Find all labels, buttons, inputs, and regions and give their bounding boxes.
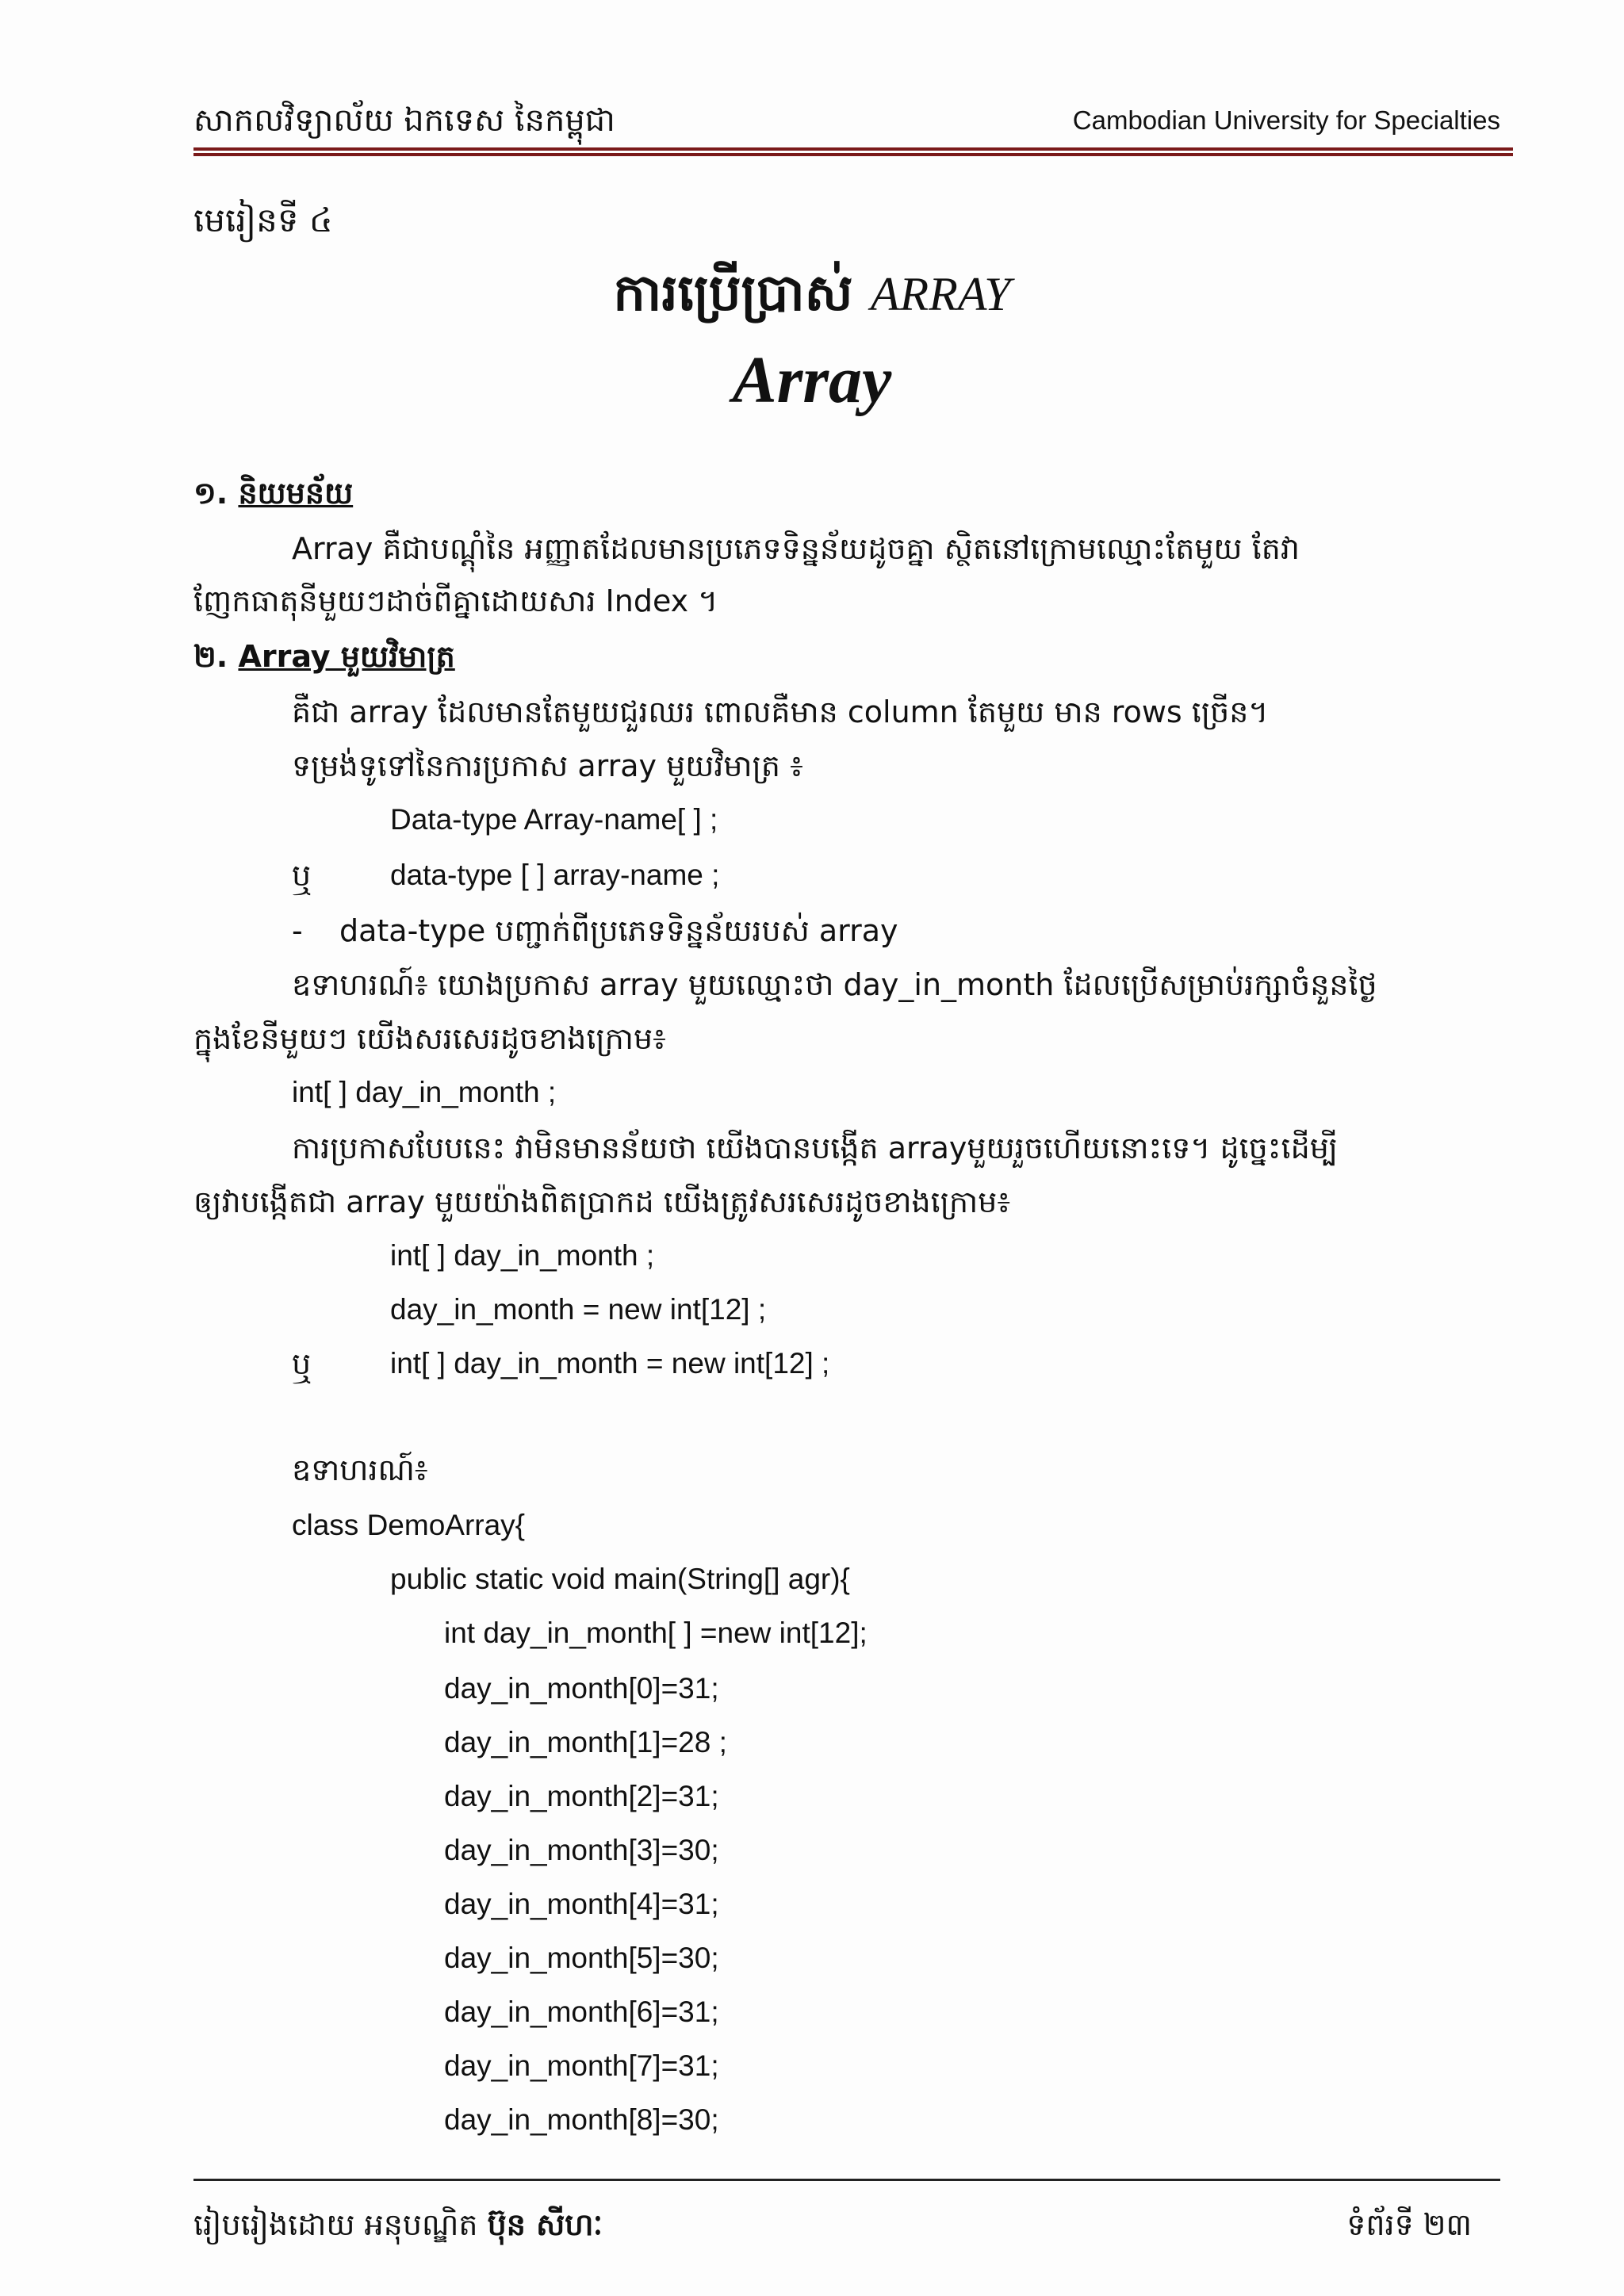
code-line: day_in_month[1]=28 ;: [444, 1726, 727, 1758]
code-line: day_in_month[2]=31;: [444, 1780, 719, 1812]
footer-prepared-by: រៀបរៀងដោយ អនុបណ្ឌិត: [193, 2207, 478, 2242]
example-line1: ឧទាហរណ៍៖ យោងប្រកាស array មួយឈ្មោះថា day_in_month ដែលប្រើសម្រាប់រក្សាចំនួនថ្ងៃ: [292, 967, 1377, 1002]
footer-page-number: ទំព័រទី ២៣: [1346, 2207, 1472, 2242]
section2-heading: [193, 634, 455, 679]
code-line: int day_in_month[ ] =new int[12];: [444, 1617, 868, 1649]
footer-divider: [193, 2179, 1500, 2181]
code-line: day_in_month[5]=30;: [444, 1942, 719, 1974]
section2-title: Array មួយវិមាត្រ: [238, 639, 455, 674]
code-line: day_in_month[7]=31;: [444, 2049, 719, 2082]
section1-number: ១.: [193, 476, 228, 511]
section1-paragraph-line1: Array គឺជាបណ្តុំនៃ អញ្ញាតដែលមានប្រភេទទិន្នន័យដូចគ្នា ស្ថិតនៅក្រោមឈ្មោះតែមួយ តែវា: [292, 531, 1300, 566]
example-line2: ក្នុងខែនីមួយៗ យើងសរសេរដូចខាងក្រោម៖: [193, 1021, 666, 1056]
syntax-line-2: data-type [ ] array-name ;: [390, 859, 720, 891]
page-title-en: Array: [732, 343, 892, 417]
header-divider: [193, 147, 1513, 156]
section2-line2: ទម្រង់ទូទៅនៃការប្រកាស array មួយវិមាត្រ ៖: [292, 748, 803, 783]
title-kh-text: ការប្រើប្រាស់: [613, 264, 853, 323]
bullet-dash: -: [292, 913, 303, 948]
or-label-1: ឬ: [292, 858, 312, 893]
code-a-line2: day_in_month = new int[12] ;: [390, 1293, 767, 1326]
section1-paragraph-line2: ញែកធាតុនីមួយៗដាច់ពីគ្នាដោយសារ Index ។: [193, 584, 718, 618]
lesson-number: មេរៀនទី ៤: [193, 201, 333, 239]
code-b-line: int[ ] day_in_month = new int[12] ;: [390, 1347, 830, 1380]
or-label-2: ឬ: [292, 1346, 312, 1381]
section2-line1: គឺជា array ដែលមានតែមួយជួរឈរ ពោលគឺមាន column តែមួយ មាន rows ច្រើន។: [292, 695, 1269, 729]
explain-line1: ការប្រកាសបែបនេះ វាមិនមានន័យថា យើងបានបង្កើត arrayមួយរួចហើយនោះទេ។ ដូច្នេះដើម្បី: [292, 1131, 1339, 1165]
code-line: day_in_month[4]=31;: [444, 1888, 719, 1920]
explain-line2: ឲ្យវាបង្កើតជា array មួយយ៉ាងពិតប្រាកដ យើងត្រូវសរសេរដូចខាងក្រោម៖: [193, 1184, 1011, 1219]
section1-heading: [193, 471, 353, 515]
declaration-code: int[ ] day_in_month ;: [292, 1076, 557, 1108]
code-line: class DemoArray{: [292, 1509, 526, 1541]
header-university-kh: សាកលវិទ្យាល័យ ឯកទេស នៃកម្ពុជា: [193, 102, 615, 139]
code-line: day_in_month[0]=31;: [444, 1672, 719, 1705]
example2-label: ឧទាហរណ៍៖: [292, 1452, 428, 1487]
bullet-text: data-type បញ្ជាក់ពីប្រភេទទិន្នន័យរបស់ array: [339, 913, 898, 948]
syntax-line-1: Data-type Array-name[ ] ;: [390, 803, 718, 836]
footer-author-line: [193, 2202, 603, 2247]
code-line: day_in_month[8]=30;: [444, 2103, 719, 2136]
page-title-kh: [0, 262, 1624, 326]
title-kh-en-text: ARRAY: [870, 268, 1011, 320]
code-a-line1: int[ ] day_in_month ;: [390, 1239, 655, 1272]
code-line: public static void main(String[] agr){: [390, 1563, 850, 1595]
code-line: day_in_month[3]=30;: [444, 1834, 719, 1866]
section2-number: ២.: [193, 639, 228, 674]
section1-title: និយមន័យ: [238, 476, 354, 511]
header-university-en: Cambodian University for Specialties: [1072, 105, 1500, 135]
footer-author-name: ប៊ុន សីហៈ: [487, 2207, 603, 2242]
code-line: day_in_month[6]=31;: [444, 1996, 719, 2028]
